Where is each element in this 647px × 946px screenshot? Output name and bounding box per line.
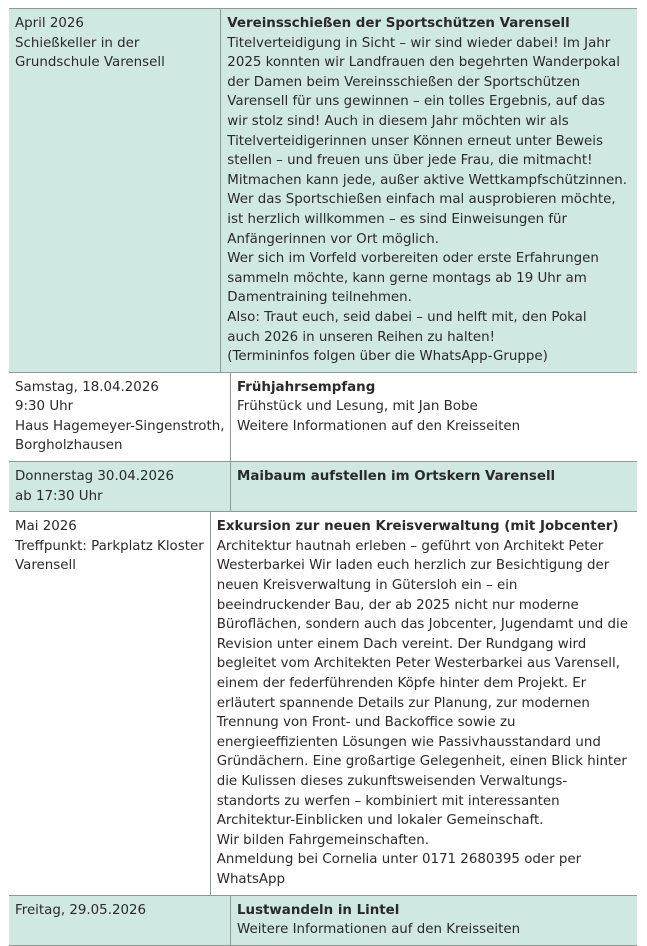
event-description-line: wir stolz sind! Auch in diesem Jahr möchten wir als [227,113,569,129]
event-row [9,462,637,512]
event-date-cell [9,9,221,372]
event-date-line: Donnerstag 30.04.2026 [15,469,175,485]
event-title: Lustwandeln in Lintel [237,902,400,918]
event-title: Vereinsschießen der Sportschützen Varensell [227,16,570,31]
event-description-line: WhatsApp [216,871,286,887]
event-description-line: stellen – und freuen uns über jede Frau, die mitmacht! [227,153,593,169]
event-description-line: Titelverteidigung in Sicht – wir sind wieder dabei! Im Jahr [227,35,611,51]
event-date-cell [9,512,211,894]
event-date-line: Freitag, 29.05.2026 [15,902,147,918]
event-description-cell [231,462,637,511]
event-description-line: Mitmachen kann jede, außer aktive Wettkampfschützinnen. [227,172,627,188]
event-description-line: erläutert spannende Details zur Planung, zur modernen [216,695,590,711]
event-description-line: Wir bilden Fahrgemeinschaften. [216,832,429,848]
event-description-line: Weitere Informationen auf den Kreisseiten [237,418,521,434]
event-description-line: (Termininfos folgen über die WhatsApp-Gruppe) [227,349,548,365]
event-date-line: Grundschule Varensell [15,55,165,71]
event-date-line: 9:30 Uhr [15,399,74,415]
event-description-line: 2025 konnten wir Landfrauen den begehrten Wanderpokal [227,55,620,71]
event-description-line: Architektur hautnah erleben – geführt von Architekt Peter [216,538,604,554]
event-description-line: Wer das Sportschießen einfach mal ausprobieren möchte, [227,192,616,208]
event-row [9,512,637,895]
event-title: Frühjahrsempfang [237,379,376,395]
event-date-line: ab 17:30 Uhr [15,488,103,504]
event-date-line: Mai 2026 [15,519,77,535]
event-title: Exkursion zur neuen Kreisverwaltung (mit Jobcenter) [216,519,619,535]
event-description-line: Trennung von Front- und Backoffice sowie zu [216,715,516,731]
event-description-line: ist herzlich willkommen – es sind Einweisungen für [227,211,568,227]
event-description-line: Weitere Informationen auf den Kreisseiten [237,922,521,938]
event-description-line: einem der federführenden Köpfe hinter dem Projekt. Er [216,676,587,691]
event-description-cell [221,9,637,372]
event-description-line: Gründächern. Eine großartige Gelegenheit, einen Blick hinter [216,754,627,770]
event-description-line: beeindruckender Bau, der ab 2025 nicht nur moderne [216,597,579,613]
event-description-cell [231,896,637,945]
event-title: Maibaum aufstellen im Ortskern Varensell [237,469,556,485]
event-description-line: energieeffizienten Lösungen wie Passivhausstandard und [216,734,601,750]
events-table [9,8,637,946]
event-description-line: Anfängerinnen vor Ort möglich. [227,231,439,247]
event-date-line: Samstag, 18.04.2026 [15,379,159,395]
event-date-cell [9,896,231,945]
event-date-cell [9,373,231,461]
event-description-line: Wer sich im Vorfeld vorbereiten oder erste Erfahrungen [227,251,599,267]
event-description-line: Varensell für uns gewinnen – ein tolles Ergebnis, auf das [227,94,606,110]
event-description-line: Also: Traut euch, seid dabei – und helft mit, den Pokal [227,309,587,325]
event-description-line: Revision unter einem Dach vereint. Der Rundgang wird [216,636,587,652]
event-description-line: die Kulissen dieses zukunftsweisenden Verwaltungs- [216,773,568,789]
event-description-line: neuen Kreisverwaltung in Gütersloh ein – ein [216,578,518,594]
event-row [9,896,637,946]
event-description-line: der Damen beim Vereinsschießen der Sportschützen [227,74,581,90]
event-date-line: Treffpunkt: Parkplatz Kloster [15,538,204,554]
event-date-cell [9,462,231,511]
event-description-cell [231,373,637,461]
event-description-line: sammeln möchte, kann gerne montags ab 19 Uhr am [227,270,587,286]
event-description-line: Frühstück und Lesung, mit Jan Bobe [237,399,478,415]
event-description-line: auch 2026 in unseren Reihen zu halten! [227,329,495,345]
event-description-line: Anmeldung bei Cornelia unter 0171 2680395 oder per [216,852,582,868]
event-description-line: Titelverteidigerinnen unser Können erneut unter Beweis [227,133,603,149]
event-row [9,373,637,462]
event-description-line: Büroflächen, sondern auch das Jobcenter, Jugendamt und die [216,617,628,633]
event-date-line: Borgholzhausen [15,438,123,454]
event-description-line: begleitet vom Architekten Peter Westerbarkei aus Varensell, [216,656,621,672]
event-description-line: Westerbarkei Wir laden euch herzlich zur Besichtigung der [216,558,610,574]
event-description-line: Architektur-Einblicken und lokaler Gemeinschaft. [216,813,544,829]
event-description-cell [211,512,638,894]
event-description-line: standorts zu werfen – kombiniert mit interessanten [216,793,560,809]
event-date-line: Varensell [15,558,76,574]
event-row [9,9,637,373]
event-date-line: Haus Hagemeyer-Singenstroth, [15,418,225,434]
event-description-line: Damentraining teilnehmen. [227,290,412,306]
event-date-line: April 2026 [15,16,84,31]
event-date-line: Schießkeller in der [15,35,140,51]
